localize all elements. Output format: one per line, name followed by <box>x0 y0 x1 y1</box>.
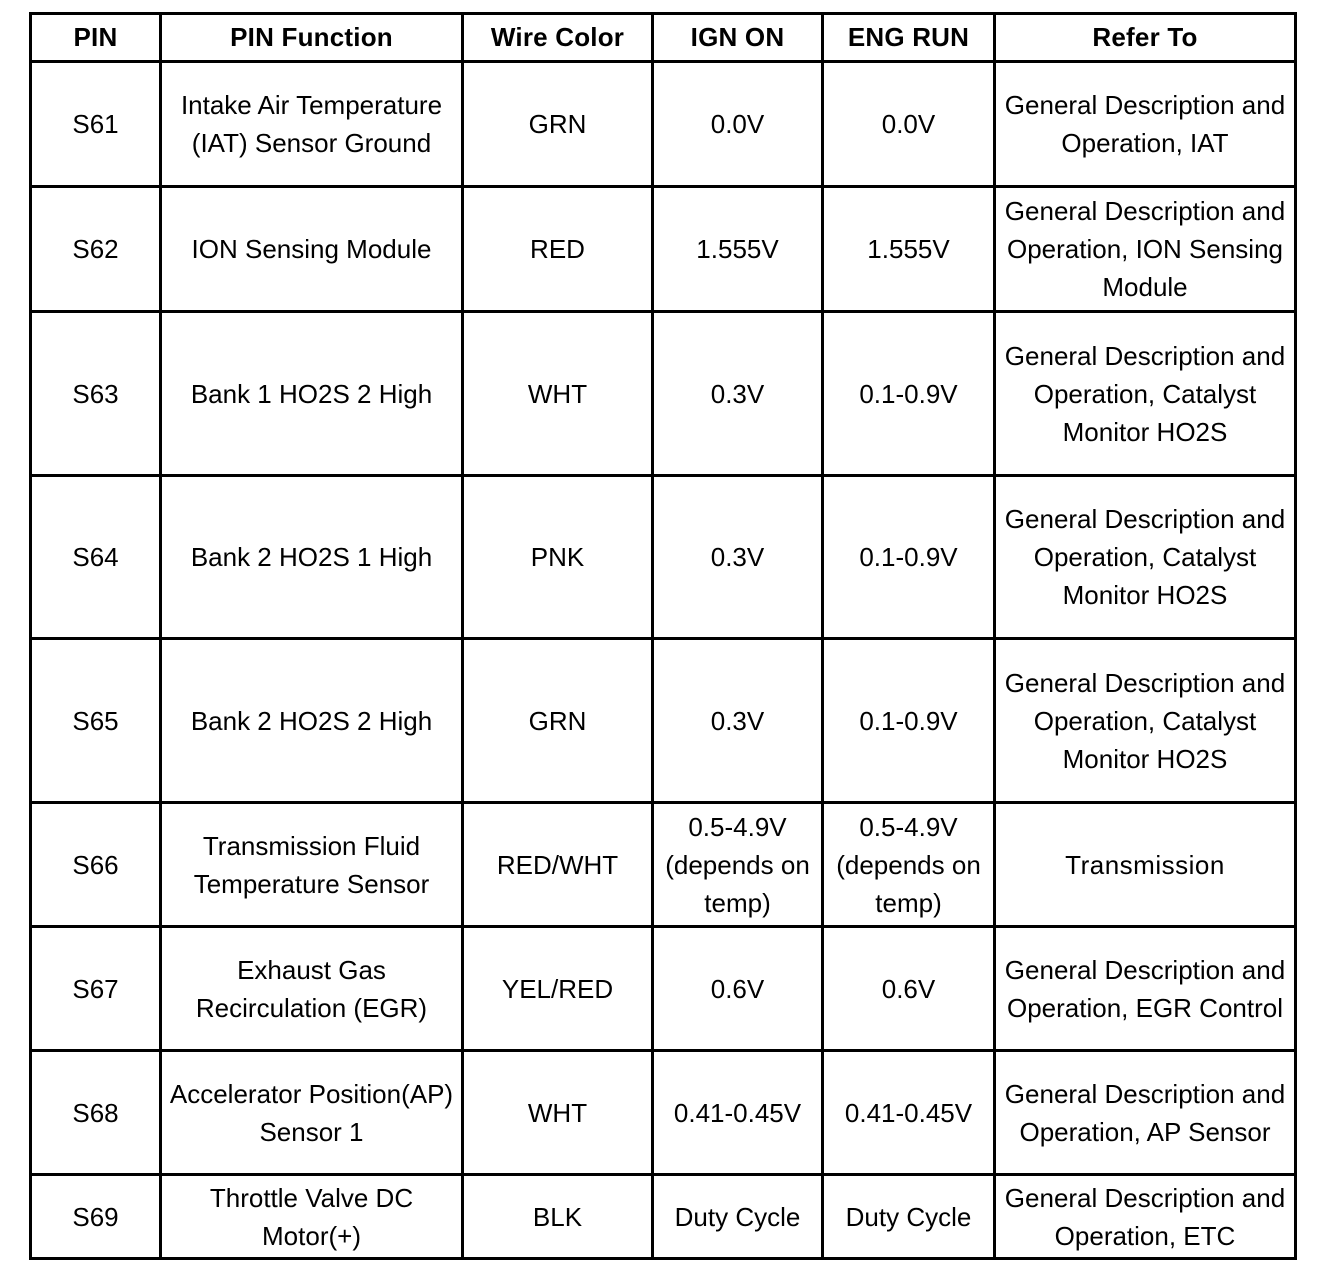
cell-wire-color: RED/WHT <box>463 803 653 927</box>
cell-refer-to: General Description and Operation, Catalyst Monitor HO2S <box>995 476 1296 639</box>
cell-refer-to: General Description and Operation, Catalyst Monitor HO2S <box>995 639 1296 803</box>
table-row <box>31 62 1296 187</box>
cell-pin: S65 <box>31 639 161 803</box>
cell-ign-on: 1.555V <box>653 187 823 312</box>
header-pin: PIN <box>31 14 161 62</box>
cell-pin: S62 <box>31 187 161 312</box>
pin-table <box>29 12 1297 1260</box>
cell-wire-color: YEL/RED <box>463 927 653 1051</box>
cell-pin: S61 <box>31 62 161 187</box>
table-header <box>31 14 1296 62</box>
cell-ign-on: 0.3V <box>653 639 823 803</box>
cell-refer-to: General Description and Operation, ETC <box>995 1175 1296 1259</box>
cell-ign-on: 0.3V <box>653 312 823 476</box>
cell-function: Bank 1 HO2S 2 High <box>161 312 463 476</box>
cell-eng-run: Duty Cycle <box>823 1175 995 1259</box>
cell-refer-to: Transmission <box>995 803 1296 927</box>
cell-wire-color: WHT <box>463 312 653 476</box>
cell-eng-run: 0.6V <box>823 927 995 1051</box>
table-row <box>31 803 1296 927</box>
cell-refer-to: General Description and Operation, EGR Control <box>995 927 1296 1051</box>
table-row <box>31 1051 1296 1175</box>
cell-function: ION Sensing Module <box>161 187 463 312</box>
cell-eng-run: 1.555V <box>823 187 995 312</box>
cell-eng-run: 0.41-0.45V <box>823 1051 995 1175</box>
cell-ign-on: 0.3V <box>653 476 823 639</box>
cell-refer-to: General Description and Operation, IAT <box>995 62 1296 187</box>
cell-ign-on: 0.6V <box>653 927 823 1051</box>
header-eng-run: ENG RUN <box>823 14 995 62</box>
cell-function: Throttle Valve DC Motor(+) <box>161 1175 463 1259</box>
cell-ign-on: 0.41-0.45V <box>653 1051 823 1175</box>
cell-function: Transmission Fluid Temperature Sensor <box>161 803 463 927</box>
cell-wire-color: WHT <box>463 1051 653 1175</box>
table-row <box>31 639 1296 803</box>
cell-pin: S66 <box>31 803 161 927</box>
table-row <box>31 1175 1296 1259</box>
header-row <box>31 14 1296 62</box>
table-row <box>31 927 1296 1051</box>
cell-pin: S64 <box>31 476 161 639</box>
table-row <box>31 312 1296 476</box>
cell-eng-run: 0.1-0.9V <box>823 639 995 803</box>
cell-pin: S68 <box>31 1051 161 1175</box>
cell-function: Accelerator Position(AP) Sensor 1 <box>161 1051 463 1175</box>
cell-eng-run: 0.1-0.9V <box>823 312 995 476</box>
cell-function: Bank 2 HO2S 1 High <box>161 476 463 639</box>
cell-wire-color: GRN <box>463 62 653 187</box>
table-body <box>31 62 1296 1259</box>
cell-pin: S69 <box>31 1175 161 1259</box>
cell-ign-on: 0.5-4.9V (depends on temp) <box>653 803 823 927</box>
cell-eng-run: 0.1-0.9V <box>823 476 995 639</box>
cell-eng-run: 0.5-4.9V (depends on temp) <box>823 803 995 927</box>
pin-table-container <box>29 12 1294 1260</box>
cell-wire-color: RED <box>463 187 653 312</box>
cell-refer-to: General Description and Operation, Catalyst Monitor HO2S <box>995 312 1296 476</box>
cell-eng-run: 0.0V <box>823 62 995 187</box>
cell-refer-to: General Description and Operation, ION Sensing Module <box>995 187 1296 312</box>
table-row <box>31 187 1296 312</box>
header-refer-to: Refer To <box>995 14 1296 62</box>
header-wire-color: Wire Color <box>463 14 653 62</box>
cell-pin: S67 <box>31 927 161 1051</box>
cell-function: Bank 2 HO2S 2 High <box>161 639 463 803</box>
cell-wire-color: PNK <box>463 476 653 639</box>
header-ign-on: IGN ON <box>653 14 823 62</box>
cell-wire-color: BLK <box>463 1175 653 1259</box>
cell-refer-to: General Description and Operation, AP Sensor <box>995 1051 1296 1175</box>
header-pin-function: PIN Function <box>161 14 463 62</box>
table-row <box>31 476 1296 639</box>
cell-ign-on: 0.0V <box>653 62 823 187</box>
cell-pin: S63 <box>31 312 161 476</box>
cell-function: Exhaust Gas Recirculation (EGR) <box>161 927 463 1051</box>
cell-function: Intake Air Temperature (IAT) Sensor Ground <box>161 62 463 187</box>
cell-ign-on: Duty Cycle <box>653 1175 823 1259</box>
cell-wire-color: GRN <box>463 639 653 803</box>
